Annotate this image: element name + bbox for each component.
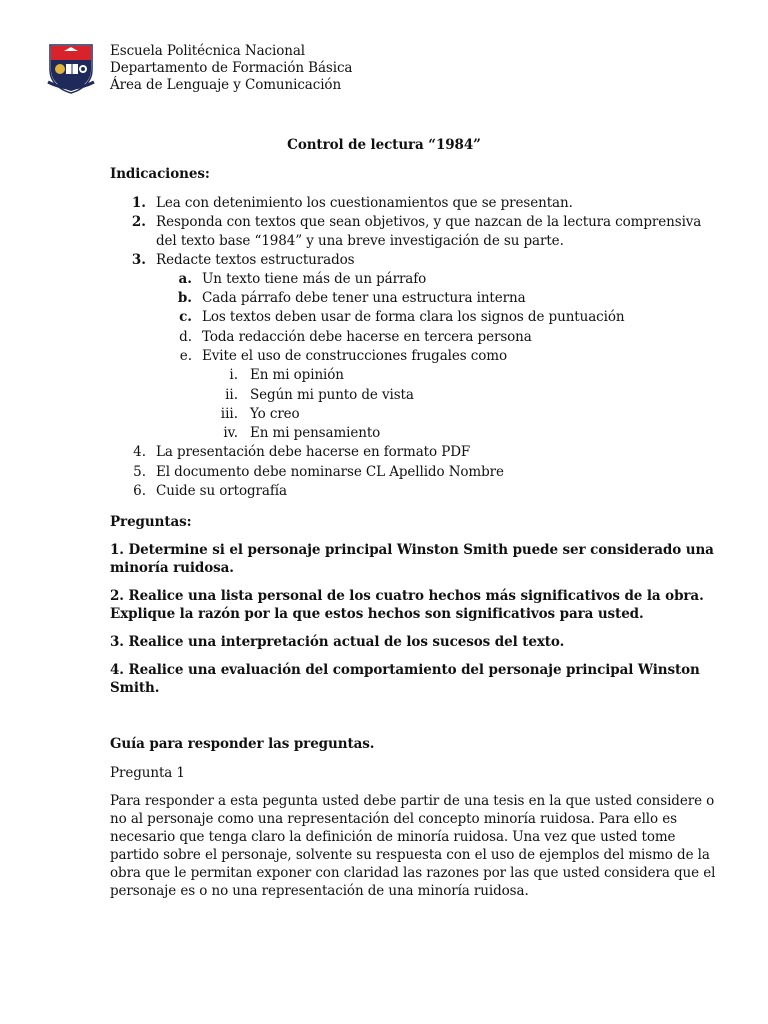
list-number: 5. <box>133 464 146 480</box>
question-line: 3. Realice una interpretación actual de los sucesos del texto. <box>110 634 565 650</box>
document-title: Control de lectura “1984” <box>287 137 481 153</box>
list-item: La presentación debe hacerse en formato PDF <box>156 444 471 460</box>
paragraph-line: Para responder a esta pegunta usted debe partir de una tesis en la que usted considere o <box>110 793 715 809</box>
sub-sub-list-item: En mi pensamiento <box>250 425 381 441</box>
sub-list-item: Los textos deben usar de forma clara los signos de puntuación <box>202 309 625 325</box>
list-item-continuation: del texto base “1984” y una breve investigación de su parte. <box>156 233 564 249</box>
list-item: Lea con detenimiento los cuestionamientos que se presentan. <box>156 195 573 211</box>
sub-list-item: Toda redacción debe hacerse en tercera persona <box>202 329 532 345</box>
paragraph-line: obra que le permitan exponer con claridad las razones por las que usted considera que el <box>110 865 716 881</box>
area-name: Área de Lenguaje y Comunicación <box>110 77 342 93</box>
university-shield-logo <box>46 42 96 94</box>
question-line: Explique la razón por la que estos hechos son significativos para usted. <box>110 606 644 622</box>
paragraph-line: no al personaje como una representación del concepto minoría ruidosa. Para ello es <box>110 811 677 827</box>
sub-list-item: Un texto tiene más de un párrafo <box>202 271 427 287</box>
list-item: Cuide su ortografía <box>156 483 287 499</box>
question-line: Smith. <box>110 680 160 696</box>
list-item: Redacte textos estructurados <box>156 252 355 268</box>
roman-numeral: iii. <box>220 406 238 422</box>
list-item: Responda con textos que sean objetivos, y que nazcan de la lectura comprensiva <box>156 214 702 230</box>
paragraph-line: partido sobre el personaje, solvente su respuesta con el uso de ejemplos del mismo de la <box>110 847 710 863</box>
sub-list-letter: a. <box>178 271 192 287</box>
roman-numeral: iv. <box>223 425 238 441</box>
question-line: 1. Determine si el personaje principal Winston Smith puede ser considerado una <box>110 542 714 558</box>
question-line: 2. Realice una lista personal de los cuatro hechos más significativos de la obra. <box>110 588 704 604</box>
list-number: 1. <box>131 195 146 211</box>
sub-list-item: Evite el uso de construcciones frugales como <box>202 348 507 364</box>
sub-sub-list-item: Según mi punto de vista <box>250 387 414 403</box>
list-number: 3. <box>131 252 146 268</box>
question-line: minoría ruidosa. <box>110 560 234 576</box>
guide-subheading: Pregunta 1 <box>110 765 185 781</box>
sub-list-letter: c. <box>179 309 192 325</box>
institution-name: Escuela Politécnica Nacional <box>110 43 306 59</box>
sub-list-letter: e. <box>179 348 192 364</box>
paragraph-line: necesario que tenga claro la definición de minoría ruidosa. Una vez que usted tome <box>110 829 676 845</box>
roman-numeral: ii. <box>225 387 238 403</box>
question-line: 4. Realice una evaluación del comportamiento del personaje principal Winston <box>110 662 700 678</box>
indications-heading: Indicaciones: <box>110 166 210 182</box>
sub-sub-list-item: Yo creo <box>250 406 300 422</box>
sub-list-letter: b. <box>177 290 192 306</box>
sub-list-letter: d. <box>179 329 192 345</box>
list-number: 4. <box>133 444 146 460</box>
roman-numeral: i. <box>229 367 238 383</box>
paragraph-line: personaje es o no una representación de una minoría ruidosa. <box>110 883 529 899</box>
sub-sub-list-item: En mi opinión <box>250 367 344 383</box>
questions-heading: Preguntas: <box>110 514 192 530</box>
guide-heading: Guía para responder las preguntas. <box>110 736 375 752</box>
sub-list-item: Cada párrafo debe tener una estructura interna <box>202 290 526 306</box>
department-name: Departamento de Formación Básica <box>110 60 353 76</box>
list-number: 6. <box>133 483 146 499</box>
list-item: El documento debe nominarse CL Apellido Nombre <box>156 464 504 480</box>
list-number: 2. <box>131 214 146 230</box>
